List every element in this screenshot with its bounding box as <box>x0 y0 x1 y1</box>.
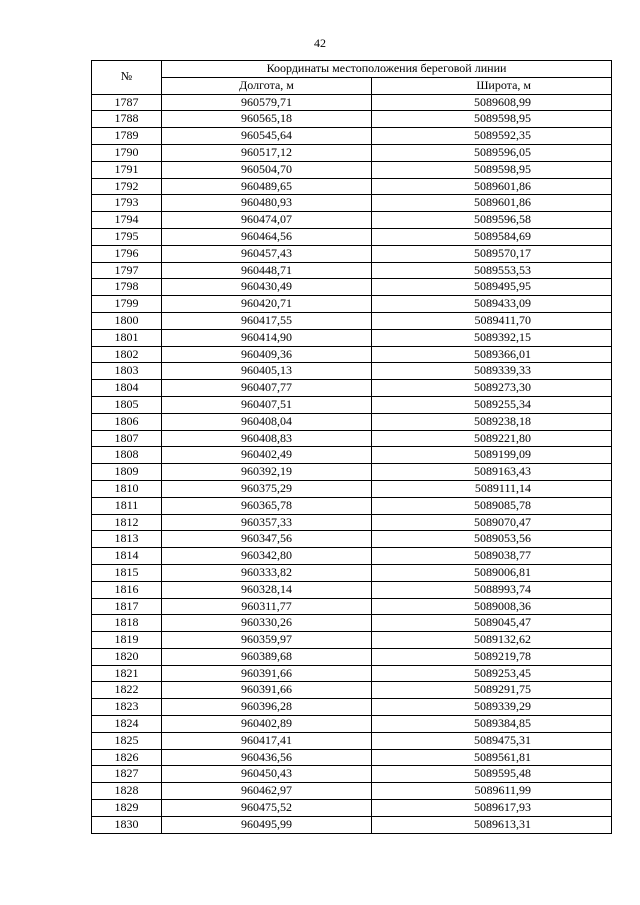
latitude-cell: 5088993,74 <box>372 581 612 598</box>
latitude-cell: 5089070,47 <box>372 514 612 531</box>
latitude-cell: 5089598,95 <box>372 111 612 128</box>
table-row <box>92 195 612 212</box>
longitude-cell: 960450,43 <box>162 766 372 783</box>
latitude-cell: 5089221,80 <box>372 430 612 447</box>
row-number: 1806 <box>92 413 162 430</box>
row-number: 1796 <box>92 245 162 262</box>
table-row <box>92 514 612 531</box>
row-number: 1817 <box>92 598 162 615</box>
longitude-cell: 960342,80 <box>162 548 372 565</box>
row-number: 1807 <box>92 430 162 447</box>
longitude-cell: 960436,56 <box>162 749 372 766</box>
row-number: 1818 <box>92 615 162 632</box>
longitude-cell: 960359,97 <box>162 632 372 649</box>
latitude-cell: 5089475,31 <box>372 732 612 749</box>
latitude-cell: 5089592,35 <box>372 128 612 145</box>
longitude-cell: 960391,66 <box>162 665 372 682</box>
table-row <box>92 262 612 279</box>
table-row <box>92 396 612 413</box>
row-number: 1804 <box>92 380 162 397</box>
table-row <box>92 732 612 749</box>
table-row <box>92 312 612 329</box>
longitude-cell: 960391,66 <box>162 682 372 699</box>
row-number: 1791 <box>92 161 162 178</box>
table-row <box>92 716 612 733</box>
row-number: 1803 <box>92 363 162 380</box>
table-row <box>92 212 612 229</box>
row-number: 1826 <box>92 749 162 766</box>
column-header-group: Координаты местоположения береговой линии <box>162 61 612 78</box>
row-number: 1809 <box>92 464 162 481</box>
longitude-cell: 960407,51 <box>162 396 372 413</box>
row-number: 1825 <box>92 732 162 749</box>
latitude-cell: 5089291,75 <box>372 682 612 699</box>
table-row <box>92 648 612 665</box>
latitude-cell: 5089596,05 <box>372 144 612 161</box>
longitude-cell: 960408,04 <box>162 413 372 430</box>
table-row <box>92 413 612 430</box>
latitude-cell: 5089611,99 <box>372 783 612 800</box>
row-number: 1787 <box>92 94 162 111</box>
row-number: 1810 <box>92 480 162 497</box>
longitude-cell: 960495,99 <box>162 816 372 833</box>
latitude-cell: 5089384,85 <box>372 716 612 733</box>
longitude-cell: 960517,12 <box>162 144 372 161</box>
longitude-cell: 960328,14 <box>162 581 372 598</box>
row-number: 1830 <box>92 816 162 833</box>
row-number: 1816 <box>92 581 162 598</box>
row-number: 1808 <box>92 447 162 464</box>
row-number: 1801 <box>92 329 162 346</box>
longitude-cell: 960402,89 <box>162 716 372 733</box>
row-number: 1827 <box>92 766 162 783</box>
latitude-cell: 5089613,31 <box>372 816 612 833</box>
longitude-cell: 960489,65 <box>162 178 372 195</box>
longitude-cell: 960420,71 <box>162 296 372 313</box>
table-row <box>92 766 612 783</box>
row-number: 1820 <box>92 648 162 665</box>
table-row <box>92 430 612 447</box>
row-number: 1821 <box>92 665 162 682</box>
longitude-cell: 960407,77 <box>162 380 372 397</box>
latitude-cell: 5089132,62 <box>372 632 612 649</box>
row-number: 1812 <box>92 514 162 531</box>
table-row <box>92 279 612 296</box>
table-row <box>92 178 612 195</box>
longitude-cell: 960480,93 <box>162 195 372 212</box>
row-number: 1795 <box>92 228 162 245</box>
row-number: 1822 <box>92 682 162 699</box>
longitude-cell: 960565,18 <box>162 111 372 128</box>
longitude-cell: 960392,19 <box>162 464 372 481</box>
row-number: 1802 <box>92 346 162 363</box>
latitude-cell: 5089608,99 <box>372 94 612 111</box>
row-number: 1798 <box>92 279 162 296</box>
longitude-cell: 960396,28 <box>162 699 372 716</box>
longitude-cell: 960365,78 <box>162 497 372 514</box>
row-number: 1792 <box>92 178 162 195</box>
row-number: 1813 <box>92 531 162 548</box>
table-row <box>92 665 612 682</box>
table-row <box>92 380 612 397</box>
longitude-cell: 960475,52 <box>162 800 372 817</box>
latitude-cell: 5089339,33 <box>372 363 612 380</box>
row-number: 1829 <box>92 800 162 817</box>
table-row <box>92 749 612 766</box>
row-number: 1794 <box>92 212 162 229</box>
column-header-number: № <box>92 61 162 95</box>
row-number: 1793 <box>92 195 162 212</box>
longitude-cell: 960408,83 <box>162 430 372 447</box>
latitude-cell: 5089392,15 <box>372 329 612 346</box>
table-row <box>92 346 612 363</box>
table-row <box>92 800 612 817</box>
row-number: 1824 <box>92 716 162 733</box>
table-row <box>92 111 612 128</box>
longitude-cell: 960474,07 <box>162 212 372 229</box>
longitude-cell: 960414,90 <box>162 329 372 346</box>
latitude-cell: 5089111,14 <box>372 480 612 497</box>
latitude-cell: 5089273,30 <box>372 380 612 397</box>
row-number: 1814 <box>92 548 162 565</box>
latitude-cell: 5089008,36 <box>372 598 612 615</box>
coordinates-table <box>91 60 612 834</box>
latitude-cell: 5089601,86 <box>372 195 612 212</box>
latitude-cell: 5089433,09 <box>372 296 612 313</box>
table-body <box>92 94 612 833</box>
table-row <box>92 682 612 699</box>
table-row <box>92 531 612 548</box>
table-row <box>92 632 612 649</box>
longitude-cell: 960579,71 <box>162 94 372 111</box>
latitude-cell: 5089053,56 <box>372 531 612 548</box>
table-row <box>92 480 612 497</box>
header-row-top <box>92 61 612 78</box>
row-number: 1819 <box>92 632 162 649</box>
latitude-cell: 5089411,70 <box>372 312 612 329</box>
table-row <box>92 161 612 178</box>
row-number: 1790 <box>92 144 162 161</box>
table-row <box>92 699 612 716</box>
table-row <box>92 447 612 464</box>
longitude-cell: 960430,49 <box>162 279 372 296</box>
latitude-cell: 5089045,47 <box>372 615 612 632</box>
table-row <box>92 464 612 481</box>
longitude-cell: 960462,97 <box>162 783 372 800</box>
table-row <box>92 228 612 245</box>
latitude-cell: 5089085,78 <box>372 497 612 514</box>
latitude-cell: 5089617,93 <box>372 800 612 817</box>
table-row <box>92 548 612 565</box>
latitude-cell: 5089561,81 <box>372 749 612 766</box>
latitude-cell: 5089255,34 <box>372 396 612 413</box>
table-row <box>92 615 612 632</box>
longitude-cell: 960464,56 <box>162 228 372 245</box>
table-row <box>92 497 612 514</box>
page-number: 42 <box>314 36 326 50</box>
latitude-cell: 5089006,81 <box>372 564 612 581</box>
table-row <box>92 329 612 346</box>
longitude-cell: 960417,41 <box>162 732 372 749</box>
latitude-cell: 5089366,01 <box>372 346 612 363</box>
latitude-cell: 5089253,45 <box>372 665 612 682</box>
latitude-cell: 5089219,78 <box>372 648 612 665</box>
longitude-cell: 960405,13 <box>162 363 372 380</box>
longitude-cell: 960311,77 <box>162 598 372 615</box>
longitude-cell: 960375,29 <box>162 480 372 497</box>
longitude-cell: 960417,55 <box>162 312 372 329</box>
longitude-cell: 960357,33 <box>162 514 372 531</box>
longitude-cell: 960504,70 <box>162 161 372 178</box>
table-row <box>92 245 612 262</box>
row-number: 1788 <box>92 111 162 128</box>
table-row <box>92 144 612 161</box>
row-number: 1805 <box>92 396 162 413</box>
column-header-latitude: Широта, м <box>372 77 612 94</box>
latitude-cell: 5089163,43 <box>372 464 612 481</box>
longitude-cell: 960545,64 <box>162 128 372 145</box>
column-header-longitude: Долгота, м <box>162 77 372 94</box>
longitude-cell: 960330,26 <box>162 615 372 632</box>
latitude-cell: 5089495,95 <box>372 279 612 296</box>
longitude-cell: 960409,36 <box>162 346 372 363</box>
table-row <box>92 296 612 313</box>
table-row <box>92 363 612 380</box>
latitude-cell: 5089601,86 <box>372 178 612 195</box>
latitude-cell: 5089596,58 <box>372 212 612 229</box>
table-row <box>92 783 612 800</box>
row-number: 1828 <box>92 783 162 800</box>
latitude-cell: 5089339,29 <box>372 699 612 716</box>
longitude-cell: 960402,49 <box>162 447 372 464</box>
row-number: 1789 <box>92 128 162 145</box>
longitude-cell: 960389,68 <box>162 648 372 665</box>
latitude-cell: 5089238,18 <box>372 413 612 430</box>
longitude-cell: 960333,82 <box>162 564 372 581</box>
row-number: 1811 <box>92 497 162 514</box>
latitude-cell: 5089038,77 <box>372 548 612 565</box>
table-header <box>92 61 612 95</box>
latitude-cell: 5089595,48 <box>372 766 612 783</box>
latitude-cell: 5089553,53 <box>372 262 612 279</box>
row-number: 1800 <box>92 312 162 329</box>
table-row <box>92 94 612 111</box>
longitude-cell: 960347,56 <box>162 531 372 548</box>
latitude-cell: 5089584,69 <box>372 228 612 245</box>
latitude-cell: 5089570,17 <box>372 245 612 262</box>
table-row <box>92 816 612 833</box>
latitude-cell: 5089199,09 <box>372 447 612 464</box>
table-row <box>92 598 612 615</box>
row-number: 1797 <box>92 262 162 279</box>
row-number: 1815 <box>92 564 162 581</box>
table-row <box>92 128 612 145</box>
table-row <box>92 581 612 598</box>
longitude-cell: 960448,71 <box>162 262 372 279</box>
longitude-cell: 960457,43 <box>162 245 372 262</box>
row-number: 1823 <box>92 699 162 716</box>
latitude-cell: 5089598,95 <box>372 161 612 178</box>
row-number: 1799 <box>92 296 162 313</box>
header-row-sub <box>92 77 612 94</box>
table-row <box>92 564 612 581</box>
